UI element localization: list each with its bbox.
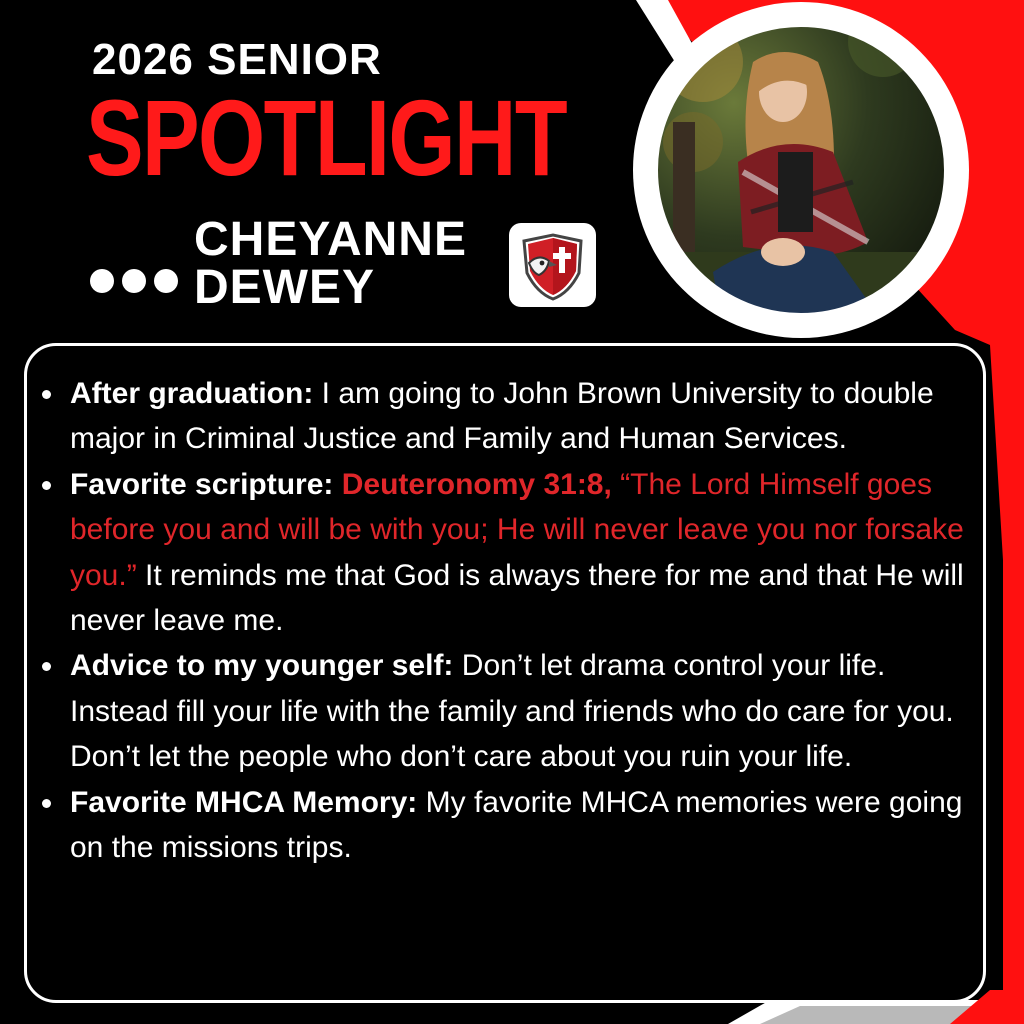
list-item-favorite-memory — [34, 780, 984, 871]
list-item-after-graduation — [34, 371, 984, 462]
list-item-advice — [34, 643, 984, 779]
scripture-quote: “The Lord Himself goes before you and will be with you; He will never leave you nor forsake you.” — [70, 467, 964, 592]
spotlight-list — [34, 371, 984, 870]
item-label: Favorite scripture: — [70, 467, 334, 501]
bullet-icon — [42, 662, 51, 671]
dot-3 — [154, 269, 178, 293]
dot-1 — [90, 269, 114, 293]
item-label: After graduation: — [70, 377, 314, 410]
student-first-name: CHEYANNE — [194, 213, 467, 266]
list-item-favorite-scripture — [34, 462, 984, 644]
dot-2 — [122, 269, 146, 293]
bullet-icon — [42, 799, 51, 808]
item-text: It reminds me that God is always there for me and that He will never leave me. — [70, 558, 964, 638]
bullet-icon — [42, 390, 51, 399]
student-name — [194, 213, 467, 314]
shield-eagle-cross-crest-icon — [509, 223, 596, 307]
decorative-dots — [90, 269, 178, 293]
scripture-reference: Deuteronomy 31:8, — [333, 467, 612, 501]
student-last-name: DEWEY — [194, 261, 376, 314]
bullet-icon — [42, 481, 51, 490]
item-text: Don’t let drama control your life. Instead fill your life with the family and friends who do care for you. Don’t let the people who don’t care about you ruin your life. — [70, 649, 954, 774]
school-logo — [509, 223, 596, 307]
page-title: SPOTLIGHT — [86, 77, 566, 198]
student-photo — [633, 2, 969, 338]
student-portrait-photo — [633, 2, 969, 338]
item-text: My favorite MHCA memories were going on the missions trips. — [70, 785, 963, 865]
item-text: I am going to John Brown University to double major in Criminal Justice and Family and Human Services. — [70, 377, 934, 456]
item-label: Advice to my younger self: — [70, 649, 454, 683]
header-kicker: 2026 SENIOR — [92, 35, 382, 84]
item-label: Favorite MHCA Memory: — [70, 785, 418, 819]
